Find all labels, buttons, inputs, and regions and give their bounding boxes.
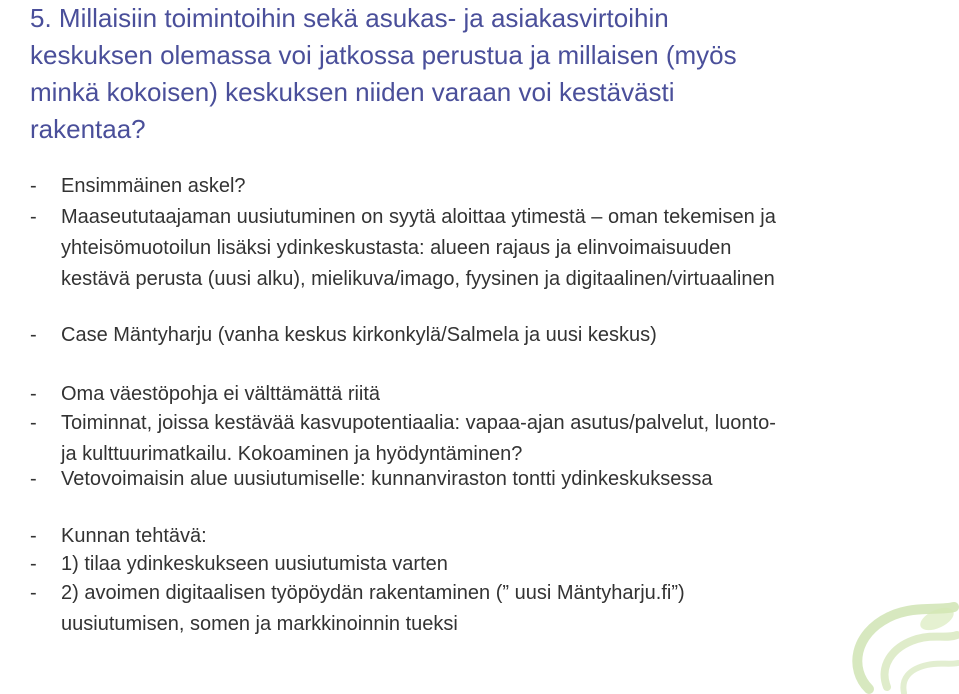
bullet-text: Ensimmäinen askel?: [61, 175, 246, 197]
slide-title: [30, 0, 950, 148]
leaf-swirl-logo-icon: [809, 589, 959, 694]
bullet-marker: -: [30, 468, 37, 490]
bullet-text: uusiutumisen, somen ja markkinoinnin tueksi: [61, 613, 458, 635]
bullet-marker: -: [30, 553, 37, 575]
slide-title-line: keskuksen olemassa voi jatkossa perustua ja millaisen (myös: [30, 40, 737, 70]
bullet-marker: -: [30, 324, 37, 346]
slide-title-line: minkä kokoisen) keskuksen niiden varaan voi kestävästi: [30, 77, 675, 107]
bullet-marker: -: [30, 582, 37, 604]
bullet-marker: -: [30, 412, 37, 434]
bullet-text: Maaseututaajaman uusiutuminen on syytä aloittaa ytimestä – oman tekemisen ja: [61, 206, 776, 228]
bullet-marker: -: [30, 206, 37, 228]
bullet-text: Case Mäntyharju (vanha keskus kirkonkylä/Salmela ja uusi keskus): [61, 324, 657, 346]
slide-title-line: 5. Millaisiin toimintoihin sekä asukas- ja asiakasvirtoihin: [30, 3, 669, 33]
bullet-text: 2) avoimen digitaalisen työpöydän rakentaminen (” uusi Mäntyharju.fi”): [61, 582, 685, 604]
bullet-text: Vetovoimaisin alue uusiutumiselle: kunnanviraston tontti ydinkeskuksessa: [61, 468, 713, 490]
bullet-text: ja kulttuurimatkailu. Kokoaminen ja hyödyntäminen?: [61, 443, 523, 465]
slide-title-line: rakentaa?: [30, 114, 146, 144]
bullet-text: 1) tilaa ydinkeskukseen uusiutumista varten: [61, 553, 448, 575]
bullet-marker: -: [30, 525, 37, 547]
bullet-text: kestävä perusta (uusi alku), mielikuva/imago, fyysinen ja digitaalinen/virtuaalinen: [61, 268, 775, 290]
bullet-text: yhteisömuotoilun lisäksi ydinkeskustasta: alueen rajaus ja elinvoimaisuuden: [61, 237, 732, 259]
bullet-text: Kunnan tehtävä:: [61, 525, 207, 547]
bullet-marker: -: [30, 383, 37, 405]
bullet-marker: -: [30, 175, 37, 197]
bullet-text: Oma väestöpohja ei välttämättä riitä: [61, 383, 381, 405]
bullet-text: Toiminnat, joissa kestävää kasvupotentiaalia: vapaa-ajan asutus/palvelut, luonto-: [61, 412, 776, 434]
